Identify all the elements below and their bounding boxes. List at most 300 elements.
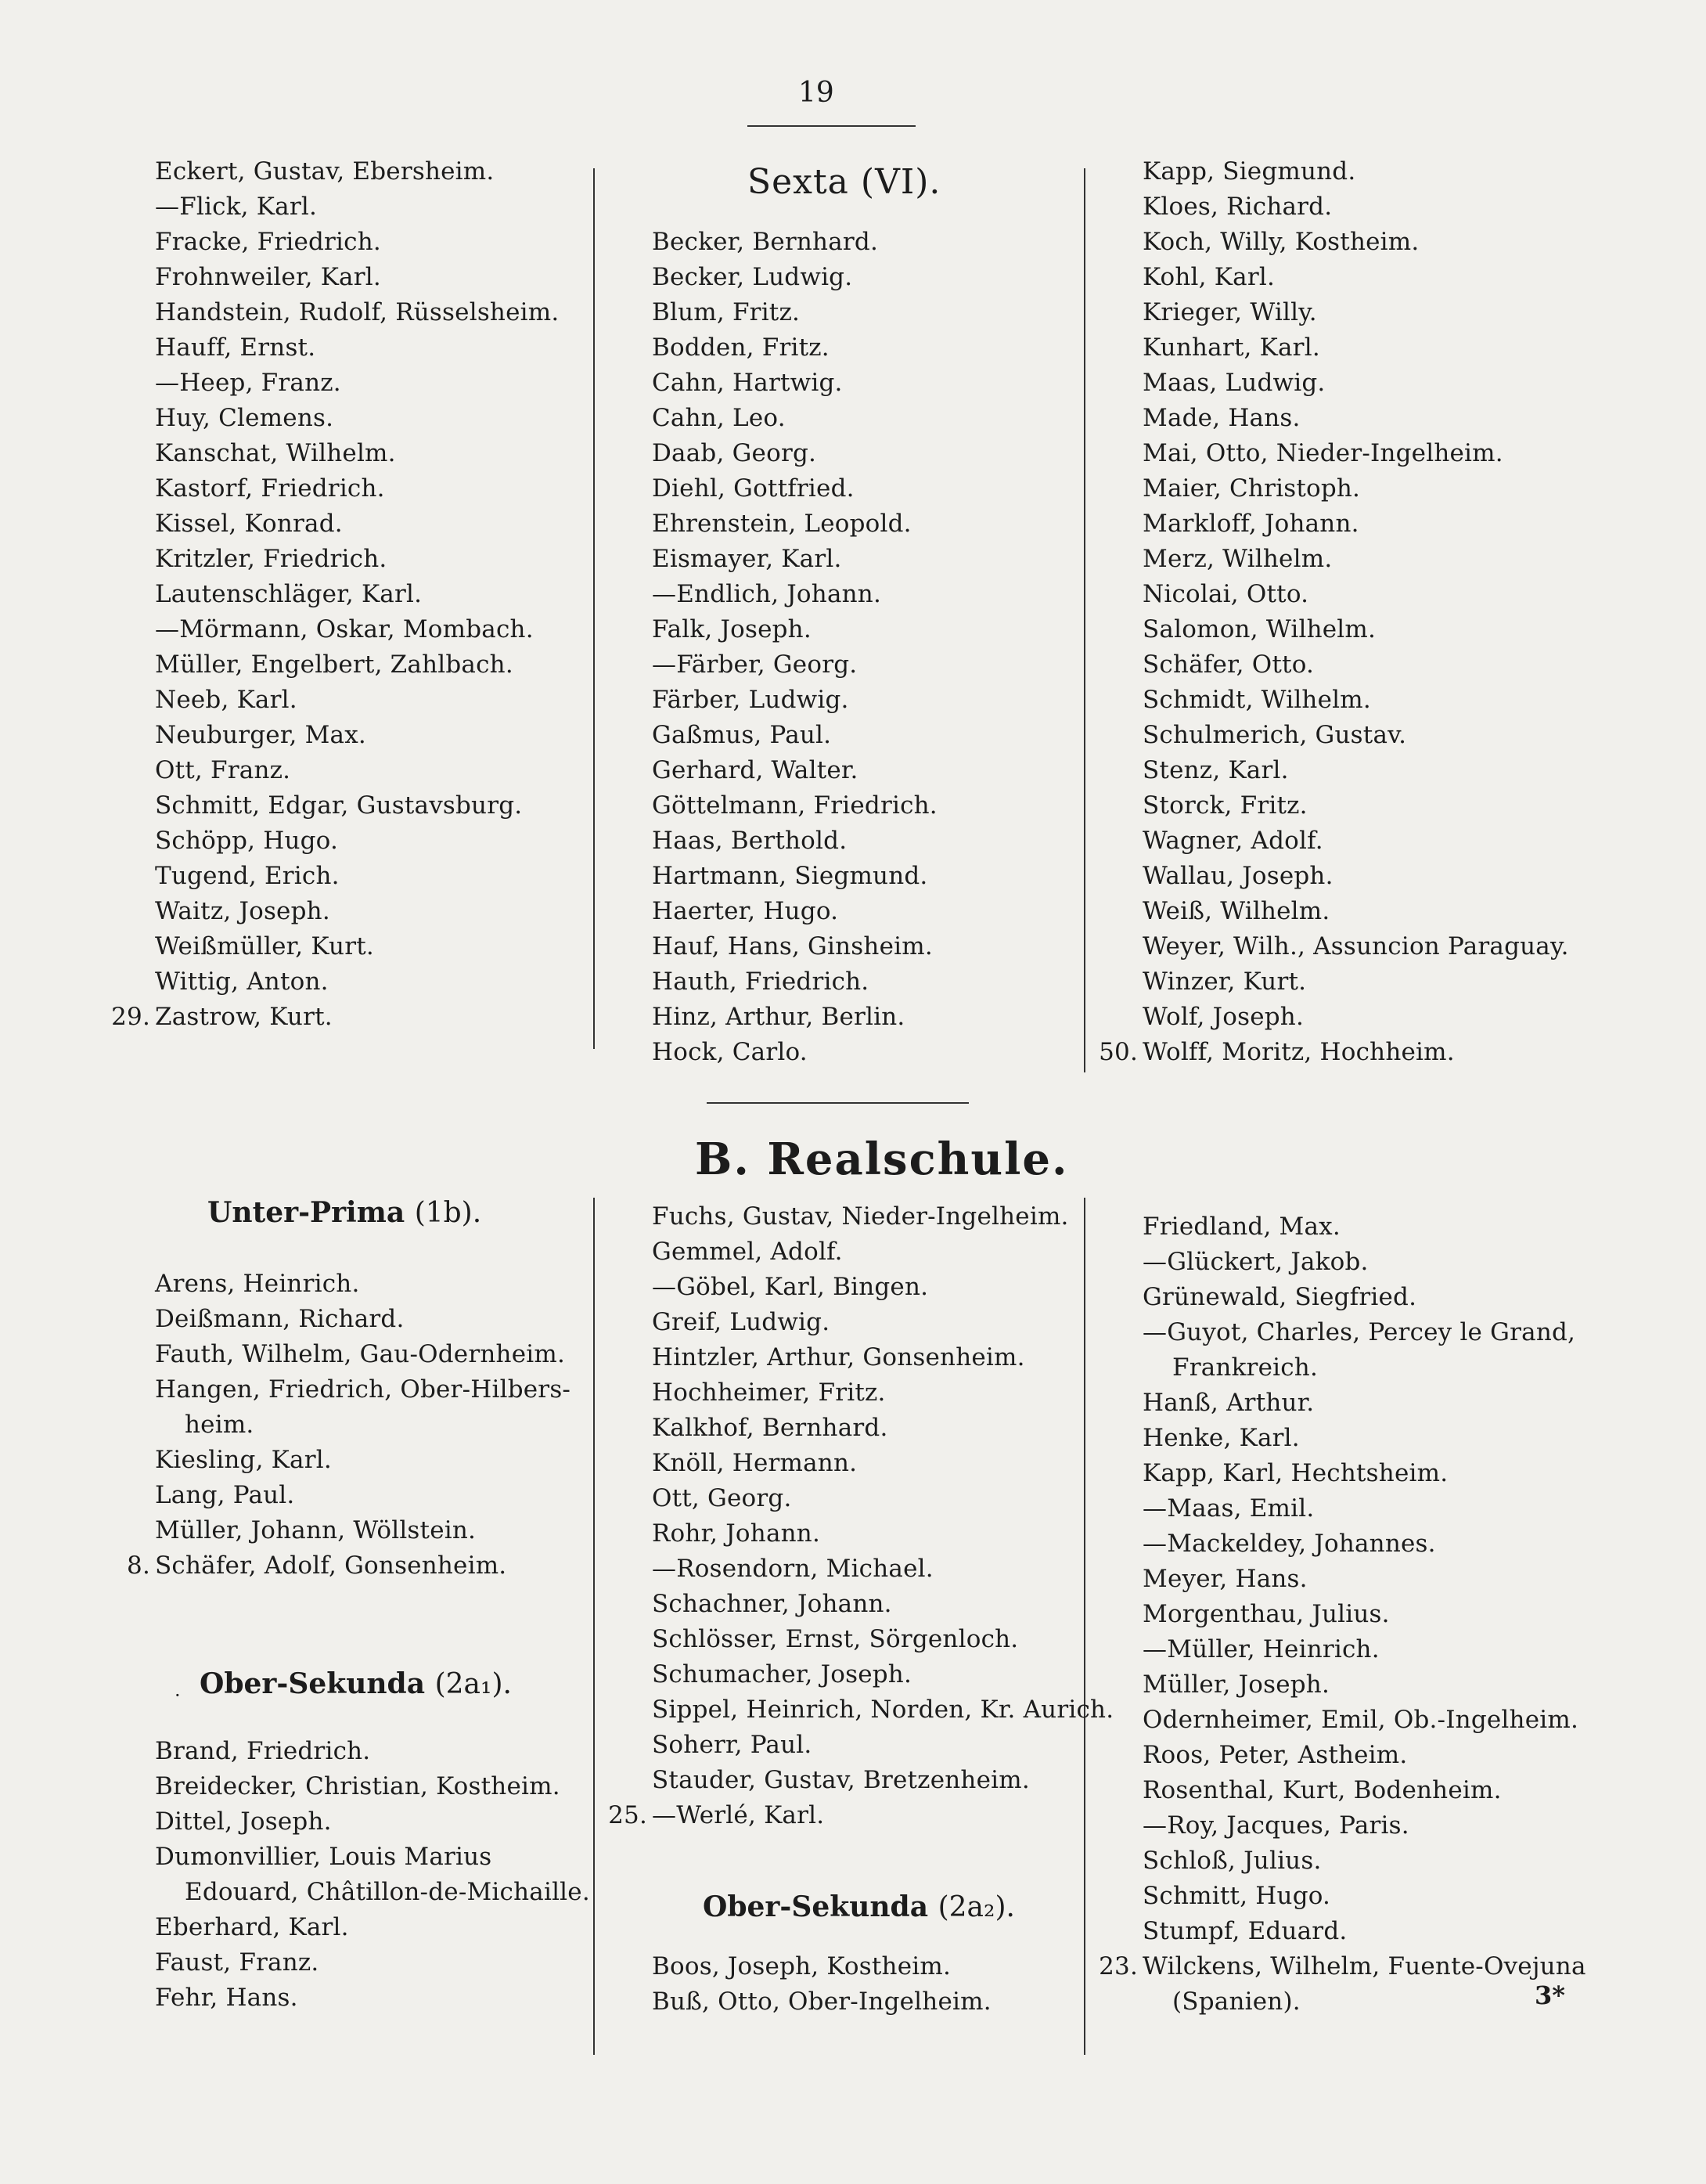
list-item (155, 471, 559, 506)
list-item (652, 1000, 938, 1035)
list-item (1143, 1808, 1586, 1843)
list-item (652, 718, 938, 753)
entry-name: Kanschat, Wilhelm. (155, 439, 396, 467)
list-item (1143, 1597, 1586, 1632)
list-item (652, 1481, 1114, 1516)
entry-name: Tugend, Erich. (155, 862, 340, 890)
entry-name: —Heep, Franz. (155, 369, 341, 397)
list-item (1143, 647, 1569, 683)
entry-name: Hauth, Friedrich. (652, 968, 869, 996)
entry-name: —Maas, Emil. (1143, 1494, 1315, 1523)
list-item (155, 1804, 590, 1840)
list-item (652, 1692, 1114, 1728)
list-item (1143, 1456, 1586, 1491)
entry-name: Neeb, Karl. (155, 686, 297, 714)
entry-name: Hock, Carlo. (652, 1038, 808, 1066)
entry-name: Odernheimer, Emil, Ob.-Ingelheim. (1143, 1706, 1579, 1734)
entry-name: Nicolai, Otto. (1143, 580, 1309, 608)
list-item (652, 859, 938, 894)
list-item (652, 1340, 1114, 1375)
entry-count-number: 29. (111, 1003, 150, 1031)
list-item (1143, 330, 1569, 366)
heading-unter-prima (207, 1196, 481, 1229)
entry-name: Gaßmus, Paul. (652, 721, 832, 749)
stray-dot: · (175, 1685, 181, 1706)
list-item (1143, 189, 1569, 225)
list-item (652, 1516, 1114, 1552)
list-item (155, 1769, 590, 1804)
list-item (1143, 295, 1569, 330)
entry-name: Stenz, Karl. (1143, 756, 1289, 784)
list-item (652, 964, 938, 1000)
entry-name: Grünewald, Siegfried. (1143, 1283, 1417, 1311)
list-item (1143, 929, 1569, 964)
entry-name: Hartmann, Siegmund. (652, 862, 928, 890)
entry-name: Maas, Ludwig. (1143, 369, 1326, 397)
entry-name: Kapp, Karl, Hechtsheim. (1143, 1459, 1449, 1487)
list-item (652, 1622, 1114, 1657)
entry-name: Kohl, Karl. (1143, 263, 1276, 291)
entry-name: Hinz, Arthur, Berlin. (652, 1003, 905, 1031)
entry-name: Hauff, Ernst. (155, 333, 316, 362)
list-item (1143, 1773, 1586, 1808)
entry-name: Stumpf, Eduard. (1143, 1917, 1348, 1945)
entry-name: Roos, Peter, Astheim. (1143, 1741, 1408, 1769)
entry-name: Hanß, Arthur. (1143, 1389, 1315, 1417)
list-item (1143, 542, 1569, 577)
entry-name: Schäfer, Adolf, Gonsenheim. (155, 1552, 507, 1580)
entry-name: —Mackeldey, Johannes. (1143, 1530, 1436, 1558)
entry-name: —Werlé, Karl. (652, 1801, 825, 1829)
list-item (1143, 964, 1569, 1000)
entry-name: Haas, Berthold. (652, 827, 848, 855)
entry-name: Hochheimer, Fritz. (652, 1379, 886, 1407)
entry-name: —Flick, Karl. (155, 193, 318, 221)
section-separator-rule (707, 1102, 969, 1104)
entry-count-number: 8. (127, 1552, 150, 1580)
heading-ober-sekunda-2a2 (703, 1890, 1015, 1923)
entry-name: —Göbel, Karl, Bingen. (652, 1273, 929, 1301)
entry-name: Diehl, Gottfried. (652, 474, 855, 503)
entry-name: Koch, Willy, Kostheim. (1143, 228, 1420, 256)
list-item (652, 1446, 1114, 1481)
list-item (155, 1337, 570, 1372)
list-item (155, 824, 559, 859)
list-item (1143, 260, 1569, 295)
col2-group2 (608, 1199, 1114, 1833)
list-item (1143, 1315, 1586, 1350)
list-item (1143, 1000, 1569, 1035)
heading-unter-prima-title: Unter-Prima (207, 1196, 405, 1229)
heading-unter-prima-code: (1b). (414, 1197, 482, 1229)
list-item (1143, 1984, 1586, 2020)
entry-name: Buß, Otto, Ober-Ingelheim. (652, 1988, 992, 2016)
entry-name: Kapp, Siegmund. (1143, 157, 1356, 186)
list-item (1143, 859, 1569, 894)
list-item (1143, 1703, 1586, 1738)
entry-name: Fracke, Friedrich. (155, 228, 381, 256)
page-number-rule (747, 125, 916, 127)
list-item (652, 824, 938, 859)
list-item (111, 1000, 559, 1035)
entry-name: Hangen, Friedrich, Ober-Hilbers- (155, 1375, 571, 1404)
list-item (652, 1375, 1114, 1411)
entry-name: Neuburger, Max. (155, 721, 366, 749)
list-item (652, 1411, 1114, 1446)
entry-count-number: 50. (1099, 1038, 1138, 1066)
list-item (1143, 1280, 1586, 1315)
entry-name: Kloes, Richard. (1143, 193, 1333, 221)
entry-name: Hauf, Hans, Ginsheim. (652, 932, 933, 960)
entry-name: Fuchs, Gustav, Nieder-Ingelheim. (652, 1202, 1069, 1231)
entry-name: Winzer, Kurt. (1143, 968, 1307, 996)
entry-name: Müller, Johann, Wöllstein. (155, 1516, 477, 1544)
col1-group1 (111, 154, 560, 1035)
entry-name: heim. (185, 1411, 254, 1439)
entry-name: Ott, Franz. (155, 756, 291, 784)
entry-name: Cahn, Hartwig. (652, 369, 843, 397)
list-item (155, 1840, 590, 1875)
list-item (652, 1587, 1114, 1622)
list-item (652, 506, 938, 542)
entry-name: Schloß, Julius. (1143, 1847, 1322, 1875)
entry-name: —Roy, Jacques, Paris. (1143, 1811, 1409, 1840)
entry-name: Mai, Otto, Nieder-Ingelheim. (1143, 439, 1503, 467)
list-item (652, 260, 938, 295)
list-item (1143, 1209, 1586, 1245)
entry-name: Huy, Clemens. (155, 404, 334, 432)
entry-name: Kastorf, Friedrich. (155, 474, 385, 503)
list-item (1143, 753, 1569, 788)
entry-name: Kiesling, Karl. (155, 1446, 332, 1474)
entry-name: Becker, Bernhard. (652, 228, 879, 256)
entry-name: Salomon, Wilhelm. (1143, 615, 1377, 643)
list-item (155, 542, 559, 577)
list-item (652, 1728, 1114, 1763)
list-item (155, 1910, 590, 1945)
entry-name: Blum, Fritz. (652, 298, 801, 326)
entry-name: —Färber, Georg. (652, 651, 858, 679)
list-item (1143, 1421, 1586, 1456)
list-item (155, 1443, 570, 1478)
list-item (1143, 225, 1569, 260)
list-item (1143, 1914, 1586, 1949)
entry-name: Gerhard, Walter. (652, 756, 858, 784)
entry-name: Schulmerich, Gustav. (1143, 721, 1407, 749)
list-item (155, 1478, 570, 1513)
entry-name: Krieger, Willy. (1143, 298, 1317, 326)
heading-ober-sekunda-2a2-title: Ober-Sekunda (703, 1890, 929, 1923)
list-item (652, 225, 938, 260)
list-item (652, 1984, 992, 2020)
entry-name: Markloff, Johann. (1143, 510, 1359, 538)
entry-name: Soherr, Paul. (652, 1731, 812, 1759)
entry-name: Greif, Ludwig. (652, 1308, 830, 1336)
entry-name: Faust, Franz. (155, 1948, 319, 1977)
entry-name: Wagner, Adolf. (1143, 827, 1323, 855)
list-item (1143, 577, 1569, 612)
entry-name: Bodden, Fritz. (652, 333, 830, 362)
entry-name: Haerter, Hugo. (652, 897, 839, 925)
entry-name: Fehr, Hans. (155, 1984, 298, 2012)
entry-name: Weißmüller, Kurt. (155, 932, 374, 960)
entry-name: Knöll, Hermann. (652, 1449, 858, 1477)
entry-name: Frohnweiler, Karl. (155, 263, 381, 291)
entry-name: Becker, Ludwig. (652, 263, 853, 291)
list-item (155, 225, 559, 260)
entry-name: Deißmann, Richard. (155, 1305, 405, 1333)
entry-name: Friedland, Max. (1143, 1213, 1341, 1241)
list-item (652, 1234, 1114, 1270)
list-item (652, 436, 938, 471)
list-item (1143, 154, 1569, 189)
entry-name: Lautenschläger, Karl. (155, 580, 423, 608)
entry-name: Schäfer, Otto. (1143, 651, 1315, 679)
entry-name: Stauder, Gustav, Bretzenheim. (652, 1766, 1030, 1794)
list-item (1143, 1667, 1586, 1703)
entry-name: Eberhard, Karl. (155, 1913, 349, 1941)
col3-group1 (1099, 154, 1569, 1070)
list-item (127, 1548, 570, 1584)
list-item (155, 189, 559, 225)
list-item (652, 1199, 1114, 1234)
entry-name: Hintzler, Arthur, Gonsenheim. (652, 1343, 1025, 1371)
signature-mark: 3* (1535, 1980, 1565, 2010)
list-item (1143, 1879, 1586, 1914)
entry-name: Daab, Georg. (652, 439, 817, 467)
entry-name: Meyer, Hans. (1143, 1565, 1308, 1593)
list-item (1143, 1491, 1586, 1526)
list-item (155, 1980, 590, 2016)
list-item (155, 647, 559, 683)
list-item (1143, 401, 1569, 436)
entry-name: Maier, Christoph. (1143, 474, 1361, 503)
list-item (155, 506, 559, 542)
entry-name: Schöpp, Hugo. (155, 827, 339, 855)
entry-name: Wolff, Moritz, Hochheim. (1143, 1038, 1455, 1066)
entry-name: Henke, Karl. (1143, 1424, 1300, 1452)
entry-name: Eismayer, Karl. (652, 545, 842, 573)
list-item (652, 471, 938, 506)
entry-name: Schumacher, Joseph. (652, 1660, 912, 1688)
list-item (1099, 1035, 1569, 1070)
entry-name: Ott, Georg. (652, 1484, 792, 1512)
entry-name: Frankreich. (1172, 1353, 1319, 1382)
list-item (1143, 366, 1569, 401)
entry-name: Breidecker, Christian, Kostheim. (155, 1772, 560, 1800)
heading-ober-sekunda-2a2-code: (2a₂). (938, 1891, 1015, 1923)
entry-name: —Guyot, Charles, Percey le Grand, (1143, 1318, 1576, 1346)
list-item (652, 788, 938, 824)
entry-name: —Glückert, Jakob. (1143, 1248, 1369, 1276)
list-item (1143, 683, 1569, 718)
list-item (1143, 1562, 1586, 1597)
entry-name: Zastrow, Kurt. (155, 1003, 333, 1031)
list-item (155, 1945, 590, 1980)
entry-name: Lang, Paul. (155, 1481, 295, 1509)
list-item (652, 1657, 1114, 1692)
list-item (652, 753, 938, 788)
list-item (155, 295, 559, 330)
heading-ober-sekunda-2a1 (200, 1667, 512, 1700)
entry-name: Storck, Fritz. (1143, 791, 1308, 820)
column-divider-right-upper (1084, 168, 1085, 1072)
list-item (652, 683, 938, 718)
list-item (155, 577, 559, 612)
list-item (1143, 1526, 1586, 1562)
entry-name: Schmitt, Edgar, Gustavsburg. (155, 791, 523, 820)
entry-name: Ehrenstein, Leopold. (652, 510, 912, 538)
list-item (155, 1513, 570, 1548)
entry-name: Kritzler, Friedrich. (155, 545, 387, 573)
list-item (1143, 894, 1569, 929)
page-number: 19 (798, 77, 834, 109)
list-item (652, 1270, 1114, 1305)
col2-group3 (652, 1949, 992, 2020)
entry-name: Müller, Joseph. (1143, 1670, 1330, 1699)
list-item (155, 718, 559, 753)
entry-name: Falk, Joseph. (652, 615, 812, 643)
list-item (155, 612, 559, 647)
entry-name: Weyer, Wilh., Assuncion Paraguay. (1143, 932, 1569, 960)
entry-name: Merz, Wilhelm. (1143, 545, 1333, 573)
entry-name: Made, Hans. (1143, 404, 1301, 432)
entry-name: Arens, Heinrich. (155, 1270, 360, 1298)
entry-name: Morgenthau, Julius. (1143, 1600, 1390, 1628)
list-item (155, 683, 559, 718)
entry-name: Göttelmann, Friedrich. (652, 791, 938, 820)
list-item (155, 859, 559, 894)
list-item (155, 154, 559, 189)
list-item (652, 929, 938, 964)
list-item (1099, 1949, 1586, 1984)
list-item (652, 1035, 938, 1070)
entry-name: Färber, Ludwig. (652, 686, 849, 714)
list-item (155, 1267, 570, 1302)
list-item (155, 330, 559, 366)
list-item (155, 1302, 570, 1337)
entry-name: Weiß, Wilhelm. (1143, 897, 1330, 925)
entry-name: Eckert, Gustav, Ebersheim. (155, 157, 495, 186)
entry-name: Sippel, Heinrich, Norden, Kr. Aurich. (652, 1696, 1114, 1724)
heading-ober-sekunda-2a1-title: Ober-Sekunda (200, 1667, 426, 1700)
entry-name: —Mörmann, Oskar, Mombach. (155, 615, 534, 643)
list-item (1143, 471, 1569, 506)
entry-name: Waitz, Joseph. (155, 897, 330, 925)
entry-name: Kunhart, Karl. (1143, 333, 1320, 362)
list-item (1143, 788, 1569, 824)
entry-count-number: 25. (608, 1801, 647, 1829)
list-item (652, 1949, 992, 1984)
entry-name: Schmidt, Wilhelm. (1143, 686, 1371, 714)
heading-ober-sekunda-2a1-code: (2a₁). (434, 1668, 512, 1700)
column-divider-left-lower (593, 1198, 595, 2055)
list-item (155, 1875, 590, 1910)
entry-name: Brand, Friedrich. (155, 1737, 371, 1765)
entry-name: Kissel, Konrad. (155, 510, 343, 538)
list-item (652, 401, 938, 436)
entry-name: —Endlich, Johann. (652, 580, 882, 608)
entry-name: Schlösser, Ernst, Sörgenloch. (652, 1625, 1019, 1653)
col2-group1 (652, 225, 938, 1070)
entry-name: Wilckens, Wilhelm, Fuente-Ovejuna (1143, 1952, 1586, 1980)
entry-name: Müller, Engelbert, Zahlbach. (155, 651, 513, 679)
list-item (1143, 436, 1569, 471)
list-item (1143, 1386, 1586, 1421)
entry-name: Schmitt, Hugo. (1143, 1882, 1331, 1910)
entry-name: Rosenthal, Kurt, Bodenheim. (1143, 1776, 1502, 1804)
column-divider-left-upper (593, 168, 595, 1049)
list-item (155, 1372, 570, 1407)
list-item (652, 612, 938, 647)
list-item (1143, 718, 1569, 753)
col3-group2 (1099, 1209, 1586, 2020)
list-item (652, 577, 938, 612)
list-item (155, 436, 559, 471)
entry-name: Fauth, Wilhelm, Gau-Odernheim. (155, 1340, 566, 1368)
heading-sexta: Sexta (VI). (747, 162, 941, 202)
list-item (1143, 1632, 1586, 1667)
list-item (652, 1763, 1114, 1798)
list-item (652, 366, 938, 401)
list-item (652, 1552, 1114, 1587)
entry-name: Schachner, Johann. (652, 1590, 892, 1618)
col1-group2 (127, 1267, 571, 1584)
list-item (155, 1407, 570, 1443)
list-item (652, 647, 938, 683)
list-item (1143, 612, 1569, 647)
list-item (1143, 506, 1569, 542)
list-item (1143, 1738, 1586, 1773)
list-item (652, 330, 938, 366)
entry-name: Kalkhof, Bernhard. (652, 1414, 888, 1442)
entry-name: Handstein, Rudolf, Rüsselsheim. (155, 298, 560, 326)
list-item (652, 295, 938, 330)
entry-name: Cahn, Leo. (652, 404, 786, 432)
list-item (155, 788, 559, 824)
list-item (155, 964, 559, 1000)
list-item (652, 1305, 1114, 1340)
entry-name: Wallau, Joseph. (1143, 862, 1333, 890)
entry-name: Boos, Joseph, Kostheim. (652, 1952, 952, 1980)
entry-name: Rohr, Johann. (652, 1519, 821, 1548)
list-item (1143, 1245, 1586, 1280)
entry-name: Wittig, Anton. (155, 968, 329, 996)
entry-name: Gemmel, Adolf. (652, 1238, 843, 1266)
entry-name: Dumonvillier, Louis Marius (155, 1843, 492, 1871)
list-item (1143, 1350, 1586, 1386)
entry-name: —Rosendorn, Michael. (652, 1555, 934, 1583)
list-item (652, 542, 938, 577)
entry-name: —Müller, Heinrich. (1143, 1635, 1380, 1663)
entry-name: Edouard, Châtillon-de-Michaille. (185, 1878, 590, 1906)
list-item (155, 894, 559, 929)
entry-name: (Spanien). (1172, 1988, 1301, 2016)
list-item (155, 929, 559, 964)
entry-name: Dittel, Joseph. (155, 1807, 332, 1836)
heading-realschule: B. Realschule. (695, 1133, 1069, 1185)
list-item (155, 260, 559, 295)
list-item (155, 1734, 590, 1769)
col1-group3 (155, 1734, 590, 2016)
list-item (155, 401, 559, 436)
list-item (1143, 1843, 1586, 1879)
list-item (155, 753, 559, 788)
list-item (155, 366, 559, 401)
entry-name: Wolf, Joseph. (1143, 1003, 1305, 1031)
entry-count-number: 23. (1099, 1952, 1138, 1980)
list-item (652, 894, 938, 929)
